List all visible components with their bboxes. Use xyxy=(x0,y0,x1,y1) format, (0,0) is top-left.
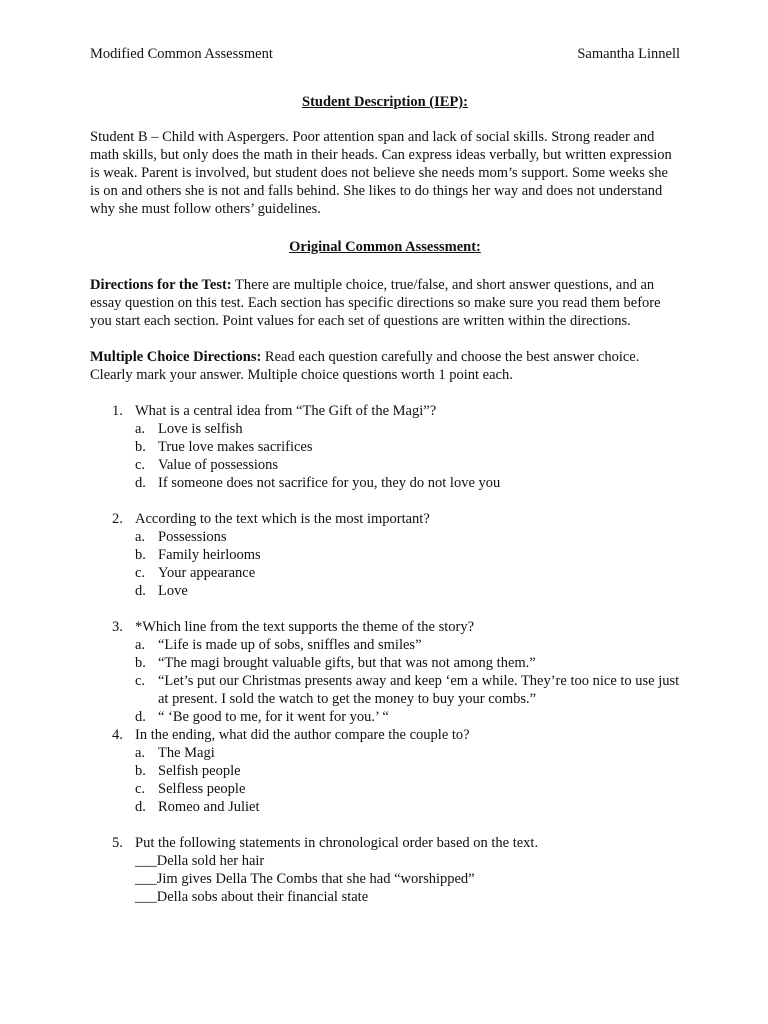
question-text: According to the text which is the most important? xyxy=(135,511,430,527)
answer-option[interactable] xyxy=(135,420,680,438)
option-letter: b. xyxy=(135,763,146,779)
answer-option[interactable] xyxy=(135,474,680,492)
question-5 xyxy=(90,834,680,906)
question-4 xyxy=(90,726,680,816)
question-number: 2. xyxy=(112,511,123,527)
option-text: Family heirlooms xyxy=(158,547,261,563)
option-text: “Let’s put our Christmas presents away and keep ‘em a while. They’re too nice to use just at present. I sold the watch to get the money to buy your combs.” xyxy=(158,673,680,707)
option-text: The Magi xyxy=(158,745,215,761)
original-assessment-title: Original Common Assessment: xyxy=(289,239,481,255)
option-letter: a. xyxy=(135,637,146,653)
option-letter: a. xyxy=(135,421,146,437)
option-text: “ ‘Be good to me, for it went for you.’ “ xyxy=(158,709,389,725)
option-text: Love is selfish xyxy=(158,421,243,437)
document-page xyxy=(90,45,680,906)
answer-option[interactable] xyxy=(135,456,680,474)
option-letter: c. xyxy=(135,457,146,473)
option-letter: c. xyxy=(135,673,146,689)
header-title: Modified Common Assessment xyxy=(90,46,273,62)
answer-options xyxy=(135,528,680,600)
header-author: Samantha Linnell xyxy=(577,46,680,62)
question-3 xyxy=(90,618,680,726)
option-text: If someone does not sacrifice for you, they do not love you xyxy=(158,475,501,491)
answer-options xyxy=(135,420,680,492)
option-letter: d. xyxy=(135,583,146,599)
question-text: Put the following statements in chronological order based on the text. xyxy=(135,835,539,851)
mc-directions-label: Multiple Choice Directions: xyxy=(90,349,262,365)
option-letter: c. xyxy=(135,565,146,581)
answer-option[interactable] xyxy=(135,636,680,654)
student-description: Student B – Child with Aspergers. Poor attention span and lack of social skills. Strong reader and math skills, but only does the math in their heads. Can express ideas verbally, but written expression is weak. Parent is involved, but student does not believe she needs mom’s support. Some weeks she is on and others she is not and falls behind. She likes to do things her way and does not understand why she must follow others’ guidelines. xyxy=(90,129,672,217)
option-letter: c. xyxy=(135,781,146,797)
answer-options xyxy=(135,744,680,816)
option-text: “The magi brought valuable gifts, but that was not among them.” xyxy=(158,655,536,671)
option-text: Your appearance xyxy=(158,565,256,581)
answer-option[interactable] xyxy=(135,798,680,816)
option-text: Romeo and Juliet xyxy=(158,799,260,815)
option-letter: a. xyxy=(135,745,146,761)
answer-options xyxy=(135,636,680,726)
question-list xyxy=(90,402,680,906)
question-1 xyxy=(90,402,680,492)
answer-option[interactable] xyxy=(135,528,680,546)
test-directions-text: There are multiple choice, true/false, and short answer questions, and an essay question on this test. Each section has specific directions so make sure you read them before you start each section. Point values for each set of questions are written within the directions. xyxy=(90,277,661,329)
option-letter: b. xyxy=(135,547,146,563)
option-text: Value of possessions xyxy=(158,457,279,473)
answer-option[interactable] xyxy=(135,546,680,564)
answer-option[interactable] xyxy=(135,672,680,708)
question-number: 5. xyxy=(112,835,123,851)
option-letter: b. xyxy=(135,655,146,671)
question-text: What is a central idea from “The Gift of the Magi”? xyxy=(135,403,437,419)
option-text: Love xyxy=(158,583,188,599)
option-text: True love makes sacrifices xyxy=(158,439,313,455)
question-text: *Which line from the text supports the theme of the story? xyxy=(135,619,475,635)
answer-option[interactable] xyxy=(135,564,680,582)
option-letter: d. xyxy=(135,475,146,491)
ordering-items xyxy=(135,852,680,906)
answer-option[interactable] xyxy=(135,744,680,762)
option-letter: a. xyxy=(135,529,146,545)
ordering-item[interactable]: ___Della sobs about their financial state xyxy=(135,889,369,905)
question-number: 1. xyxy=(112,403,123,419)
question-number: 4. xyxy=(112,727,123,743)
mc-directions-text: Read each question carefully and choose the best answer choice. Clearly mark your answer. Multiple choice questions worth 1 point each. xyxy=(90,349,640,383)
test-directions xyxy=(90,276,680,330)
option-text: Possessions xyxy=(158,529,227,545)
option-text: “Life is made up of sobs, sniffles and smiles” xyxy=(158,637,422,653)
answer-option[interactable] xyxy=(135,438,680,456)
option-letter: b. xyxy=(135,439,146,455)
page-header xyxy=(90,45,680,63)
ordering-item[interactable]: ___Jim gives Della The Combs that she had “worshipped” xyxy=(135,871,475,887)
option-letter: d. xyxy=(135,799,146,815)
answer-option[interactable] xyxy=(135,708,680,726)
question-text: In the ending, what did the author compare the couple to? xyxy=(135,727,470,743)
answer-option[interactable] xyxy=(135,654,680,672)
mc-directions xyxy=(90,348,680,384)
option-text: Selfless people xyxy=(158,781,246,797)
answer-option[interactable] xyxy=(135,762,680,780)
answer-option[interactable] xyxy=(135,582,680,600)
question-number: 3. xyxy=(112,619,123,635)
ordering-item[interactable]: ___Della sold her hair xyxy=(135,853,265,869)
iep-section-title: Student Description (IEP): xyxy=(302,94,468,110)
test-directions-label: Directions for the Test: xyxy=(90,277,232,293)
option-text: Selfish people xyxy=(158,763,241,779)
question-2 xyxy=(90,510,680,600)
answer-option[interactable] xyxy=(135,780,680,798)
option-letter: d. xyxy=(135,709,146,725)
